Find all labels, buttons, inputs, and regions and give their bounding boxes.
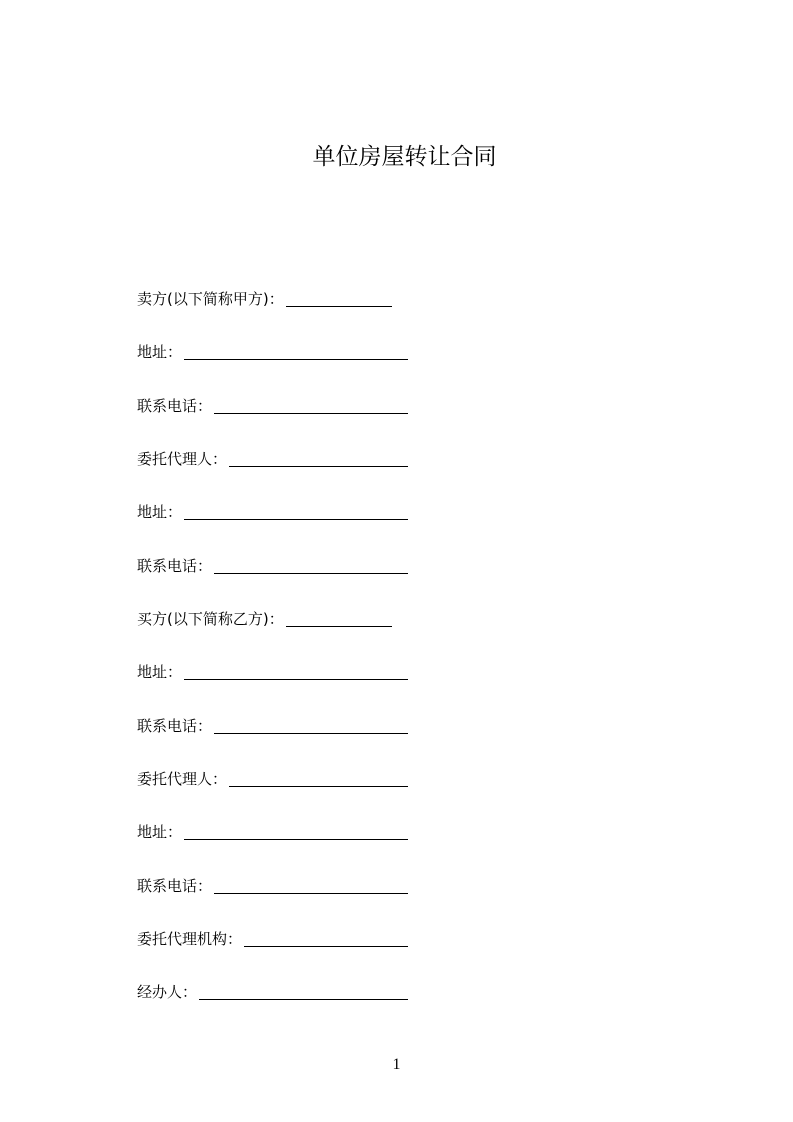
seller-agent-label: 委托代理人： (137, 450, 228, 469)
seller-agent-blank (229, 452, 408, 467)
party-info-fields (137, 273, 408, 1020)
handler-label: 经办人： (137, 983, 198, 1002)
document-title: 单位房屋转让合同 (312, 144, 497, 170)
seller-address-row (137, 326, 408, 379)
seller-agent-address-blank (184, 505, 408, 520)
seller-agent-address-label: 地址： (137, 503, 183, 522)
agency-row (137, 913, 408, 966)
buyer-agent-address-row (137, 806, 408, 859)
buyer-name-label: 买方(以下简称乙方)： (137, 610, 284, 629)
buyer-name-row (137, 593, 392, 646)
buyer-address-label: 地址： (137, 663, 183, 682)
buyer-phone-row (137, 700, 408, 753)
buyer-address-row (137, 646, 408, 699)
seller-agent-address-row (137, 486, 408, 539)
buyer-name-blank (286, 612, 392, 627)
seller-agent-phone-blank (214, 559, 408, 574)
seller-address-blank (184, 345, 408, 360)
seller-agent-row (137, 433, 408, 486)
buyer-phone-blank (214, 719, 408, 734)
seller-agent-phone-label: 联系电话： (137, 556, 213, 575)
agency-label: 委托代理机构： (137, 930, 243, 949)
buyer-agent-address-blank (184, 825, 408, 840)
seller-name-label: 卖方(以下简称甲方)： (137, 290, 284, 309)
handler-row (137, 966, 408, 1019)
seller-name-row (137, 273, 392, 326)
handler-blank (199, 985, 408, 1000)
buyer-phone-label: 联系电话： (137, 716, 213, 735)
buyer-agent-phone-row (137, 860, 408, 913)
seller-name-blank (286, 292, 392, 307)
buyer-agent-phone-blank (214, 879, 408, 894)
seller-phone-row (137, 380, 408, 433)
buyer-address-blank (184, 665, 408, 680)
seller-agent-phone-row (137, 540, 408, 593)
buyer-agent-address-label: 地址： (137, 823, 183, 842)
seller-phone-blank (214, 399, 408, 414)
seller-address-label: 地址： (137, 343, 183, 362)
page-number: 1 (392, 1056, 401, 1073)
buyer-agent-phone-label: 联系电话： (137, 876, 213, 895)
buyer-agent-row (137, 753, 408, 806)
buyer-agent-label: 委托代理人： (137, 770, 228, 789)
agency-blank (244, 932, 408, 947)
seller-phone-label: 联系电话： (137, 396, 213, 415)
buyer-agent-blank (229, 772, 408, 787)
